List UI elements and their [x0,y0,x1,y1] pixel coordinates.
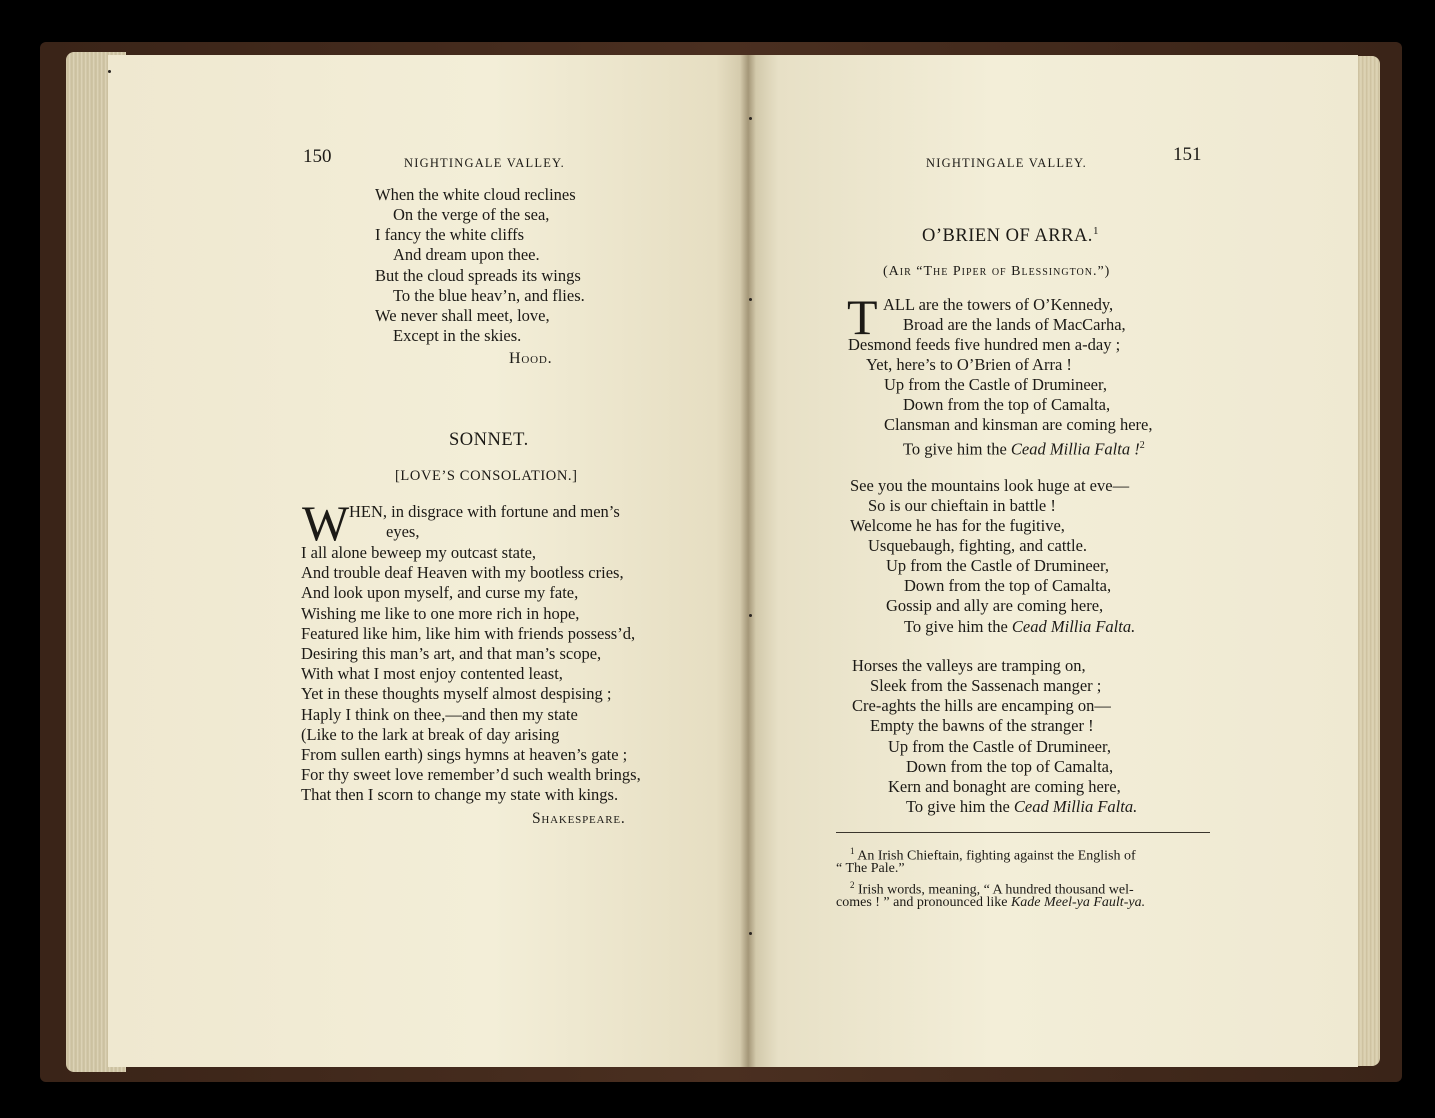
line-text: To give him the [904,617,1012,636]
poem-line: Kern and bonaght are coming here, [888,777,1121,796]
line-italic: Cead Millia Falta ! [1010,439,1140,459]
poem-line: eyes, [386,522,420,541]
poem-line: Haply I think on thee,—and then my state [301,705,578,724]
stitch-mark [749,298,752,301]
poem-line: Except in the skies. [393,326,522,345]
sonnet-title: SONNET. [449,430,529,450]
line-text: To give him the [906,797,1014,816]
poem-line: Down from the top of Camalta, [903,395,1111,414]
stitch-mark [749,932,752,935]
poem-line: Down from the top of Camalta, [904,576,1112,595]
poem-title [922,221,1099,246]
poem-line: Yet, here’s to O’Brien of Arra ! [866,355,1072,374]
air-close: .”) [1092,264,1111,279]
poem-line: So is our chieftain in battle ! [868,496,1056,515]
drop-cap: T [847,289,878,345]
poem-line: See you the mountains look huge at eve— [850,476,1130,495]
poem-line: HEN, in disgrace with fortune and men’s [349,502,620,521]
air-open: (Air “ [883,264,924,279]
poem-title-text: O’BRIEN OF ARRA. [922,226,1093,247]
right-page [748,55,1358,1067]
footnote-2-cont [836,894,1145,911]
poem-line: And look upon myself, and curse my fate, [301,583,579,602]
left-page [108,55,748,1067]
poem-line: That then I scorn to change my state with kings. [301,785,619,804]
sonnet-subtitle: [LOVE’S CONSOLATION.] [395,468,578,484]
page-number: 150 [303,146,332,167]
poem-line: And dream upon thee. [393,245,540,264]
poem-line [904,617,1135,637]
footnote-text: An Irish Chieftain, fighting against the English of [857,848,1136,864]
poem-line: Cre-aghts the hills are encamping on— [852,696,1111,715]
book-gutter [740,55,756,1067]
poem-line: ALL are the towers of O’Kennedy, [883,295,1114,314]
stitch-mark [749,117,752,120]
poem-line: And trouble deaf Heaven with my bootless cries, [301,563,624,582]
poem-line: Gossip and ally are coming here, [886,596,1104,615]
footnote-text: Irish words, meaning, “ A hundred thousand wel- [858,882,1134,898]
line-italic: Cead Millia Falta. [1011,617,1136,636]
poem-line: From sullen earth) sings hymns at heaven’s gate ; [301,745,628,764]
air-subtitle [883,261,1110,282]
poem-line: Up from the Castle of Drumineer, [888,737,1111,756]
poem-line [906,797,1137,817]
poem-line: (Like to the lark at break of day arising [301,725,560,744]
poem-line: Wishing me like to one more rich in hope, [301,604,580,623]
poem-line: I all alone beweep my outcast state, [301,543,537,562]
poem-line: To the blue heav’n, and flies. [393,286,585,305]
poem-line: Yet in these thoughts myself almost despising ; [301,684,612,703]
line-italic: Cead Millia Falta. [1013,797,1138,816]
footnote-mark: 2 [850,880,855,890]
poem-line: With what I most enjoy contented least, [301,664,563,683]
poem-line: When the white cloud reclines [375,185,576,204]
stitch-mark [749,614,752,617]
running-head: NIGHTINGALE VALLEY. [926,156,1087,170]
poem-line: But the cloud spreads its wings [375,266,581,285]
poem-line: Empty the bawns of the stranger ! [870,716,1094,735]
running-head: NIGHTINGALE VALLEY. [404,156,565,170]
footnote-mark: 1 [850,846,855,856]
footnote-ref: 2 [1139,440,1145,451]
poem-author: Hood. [509,350,553,367]
footnote-ref: 1 [1092,225,1099,237]
poem-line: On the verge of the sea, [393,205,550,224]
speck [108,70,111,73]
footnote-italic: Kade Meel-ya Fault-ya. [1010,895,1146,910]
drop-cap: W [302,495,350,551]
poem-line: Broad are the lands of MacCarha, [903,315,1126,334]
poem-line: Up from the Castle of Drumineer, [886,556,1109,575]
poem-line: Clansman and kinsman are coming here, [884,415,1153,434]
air-name: The Piper of Blessington [923,264,1093,279]
poem-line: For thy sweet love remember’d such wealth brings, [301,765,641,784]
poem-line [903,436,1145,460]
poem-line: Sleek from the Sassenach manger ; [870,676,1102,695]
poem-line: Horses the valleys are tramping on, [852,656,1086,675]
poem-line: We never shall meet, love, [375,306,550,325]
sonnet-author: Shakespeare. [532,810,626,827]
poem-line: Welcome he has for the fugitive, [850,516,1065,535]
poem-line: Featured like him, like him with friends possess’d, [301,624,636,643]
footnote-rule [836,832,1210,833]
line-text: To give him the [903,439,1011,459]
footnote-text: comes ! ” and pronounced like [836,895,1011,910]
poem-line: Desiring this man’s art, and that man’s scope, [301,644,602,663]
poem-line: Down from the top of Camalta, [906,757,1114,776]
poem-line: Desmond feeds five hundred men a-day ; [848,335,1121,354]
footnote-1-cont: “ The Pale.” [836,861,905,876]
poem-line: Usquebaugh, fighting, and cattle. [868,536,1088,555]
poem-line: Up from the Castle of Drumineer, [884,375,1107,394]
poem-line: I fancy the white cliffs [375,225,525,244]
page-number: 151 [1173,144,1202,165]
